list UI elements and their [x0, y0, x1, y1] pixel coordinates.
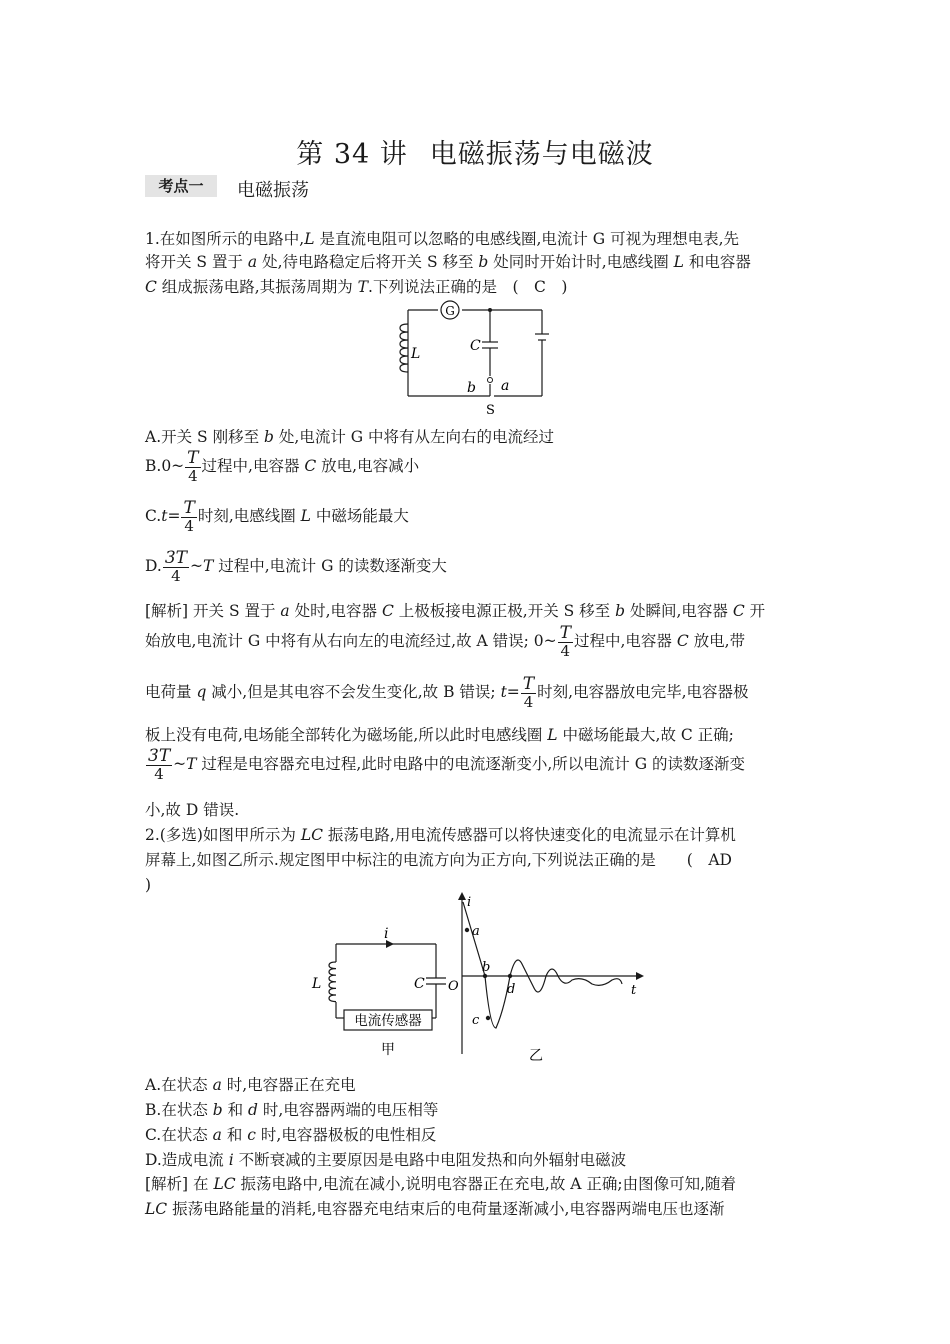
q1-analysis-line-1: [解析] 开关 S 置于 a 处时,电容器 C 上极板接电源正极,开关 S 移至 b 处瞬间,电容器 C 开: [145, 602, 766, 620]
point-a: [465, 928, 469, 932]
section-badge: 考点一: [145, 175, 217, 197]
q2-option-d: D.造成电流 i 不断衰减的主要原因是电路中电阻发热和向外辐射电磁波: [145, 1151, 627, 1169]
figure-jia-caption: 甲: [381, 1042, 395, 1058]
inductor-label: L: [312, 976, 322, 992]
q2-analysis-line-2: LC 振荡电路能量的消耗,电容器充电结束后的电荷量逐渐减小,电容器两端电压也逐渐: [145, 1200, 725, 1218]
q1-circuit-figure: [390, 296, 560, 420]
t-axis-arrow: [636, 972, 644, 980]
galvanometer-label: G: [445, 304, 455, 318]
figure-yi-caption: 乙: [529, 1048, 543, 1064]
capacitor-label: C: [414, 976, 425, 992]
graph-t-label: t: [631, 983, 637, 998]
point-c: [486, 1016, 490, 1020]
q2-option-b: B.在状态 b 和 d 时,电容器两端的电压相等: [145, 1101, 439, 1119]
q1-option-d: D. $\frac{3T}{4}$ ~T 过程中,电流计 G 的读数逐渐变大: [145, 548, 447, 585]
graph-d-label: d: [507, 982, 516, 997]
q1-line-3: C 组成振荡电路,其振荡周期为 T.下列说法正确的是 ( C ): [145, 278, 568, 296]
current-label-i: i: [384, 926, 389, 942]
q1-analysis-line-2: 始放电,电流计 G 中将有从右向左的电流经过,故 A 错误; 0~ $\frac{T}{4}$ 过程中,电容器 C 放电,带: [145, 623, 746, 660]
section-title: 电磁振荡: [237, 180, 309, 201]
lecture-topic: 电磁振荡与电磁波: [429, 139, 654, 170]
q1-analysis-line-6: 小,故 D 错误.: [145, 801, 240, 819]
q2-line-1: 2.(多选)如图甲所示为 LC 振荡电路,用电流传感器可以将快速变化的电流显示在计算机: [145, 826, 736, 844]
graph-b-label: b: [482, 960, 491, 975]
q2-line-2: 屏幕上,如图乙所示.规定图甲中标注的电流方向为正方向,下列说法正确的是 ( AD: [145, 851, 732, 869]
q2-option-a: A.在状态 a 时,电容器正在充电: [145, 1076, 356, 1094]
q2-line-3: ): [145, 876, 152, 894]
page-title: [0, 132, 950, 171]
switch-label: S: [486, 403, 495, 418]
lecture-number: 第 34 讲: [296, 139, 408, 170]
point-d: [508, 974, 512, 978]
q2-option-c: C.在状态 a 和 c 时,电容器极板的电性相反: [145, 1126, 437, 1144]
q1-analysis-line-3: 电荷量 q 减小,但是其电容不会发生变化,故 B 错误; t= $\frac{T}{4}$ 时刻,电容器放电完毕,电容器极: [145, 674, 749, 711]
switch-pivot: [488, 378, 493, 383]
q1-option-b: B.0~ $\frac{T}{4}$ 过程中,电容器 C 放电,电容减小: [145, 448, 420, 485]
capacitor-label: C: [470, 338, 481, 354]
q1-option-c: C.t= $\frac{T}{4}$ 时刻,电感线圈 L 中磁场能最大: [145, 498, 409, 535]
inductor-label: L: [411, 346, 421, 362]
current-sensor-label: 电流传感器: [354, 1013, 422, 1029]
q2-analysis-line-1: [解析] 在 LC 振荡电路中,电流在减小,说明电容器正在充电,故 A 正确;由图像可知,随着: [145, 1175, 737, 1193]
q1-line-1: 1.在如图所示的电路中,L 是直流电阻可以忽略的电感线圈,电流计 G 可视为理想电表,先: [145, 230, 740, 248]
q1-analysis-line-4: 板上没有电荷,电场能全部转化为磁场能,所以此时电感线圈 L 中磁场能最大,故 C 正确;: [145, 726, 734, 744]
graph-origin-label: O: [448, 979, 459, 994]
q1-analysis-line-5: $\frac{3T}{4}$ ~T 过程是电容器充电过程,此时电路中的电流逐渐变小,所以电流计 G 的读数逐渐变: [148, 746, 746, 783]
graph-a-label: a: [472, 924, 480, 939]
graph-c-label: c: [472, 1013, 480, 1028]
q2-figures: [300, 892, 660, 1072]
terminal-a-label: a: [501, 378, 510, 394]
junction-dot: [488, 308, 492, 312]
q1-line-2: 将开关 S 置于 a 处,待电路稳定后将开关 S 移至 b 处同时开始计时,电感线圈 L 和电容器: [145, 253, 751, 271]
graph-i-label: i: [467, 895, 472, 910]
i-axis-arrow: [458, 892, 466, 900]
q1-option-a: A.开关 S 刚移至 b 处,电流计 G 中将有从左向右的电流经过: [145, 428, 555, 446]
terminal-b-label: b: [467, 380, 476, 396]
